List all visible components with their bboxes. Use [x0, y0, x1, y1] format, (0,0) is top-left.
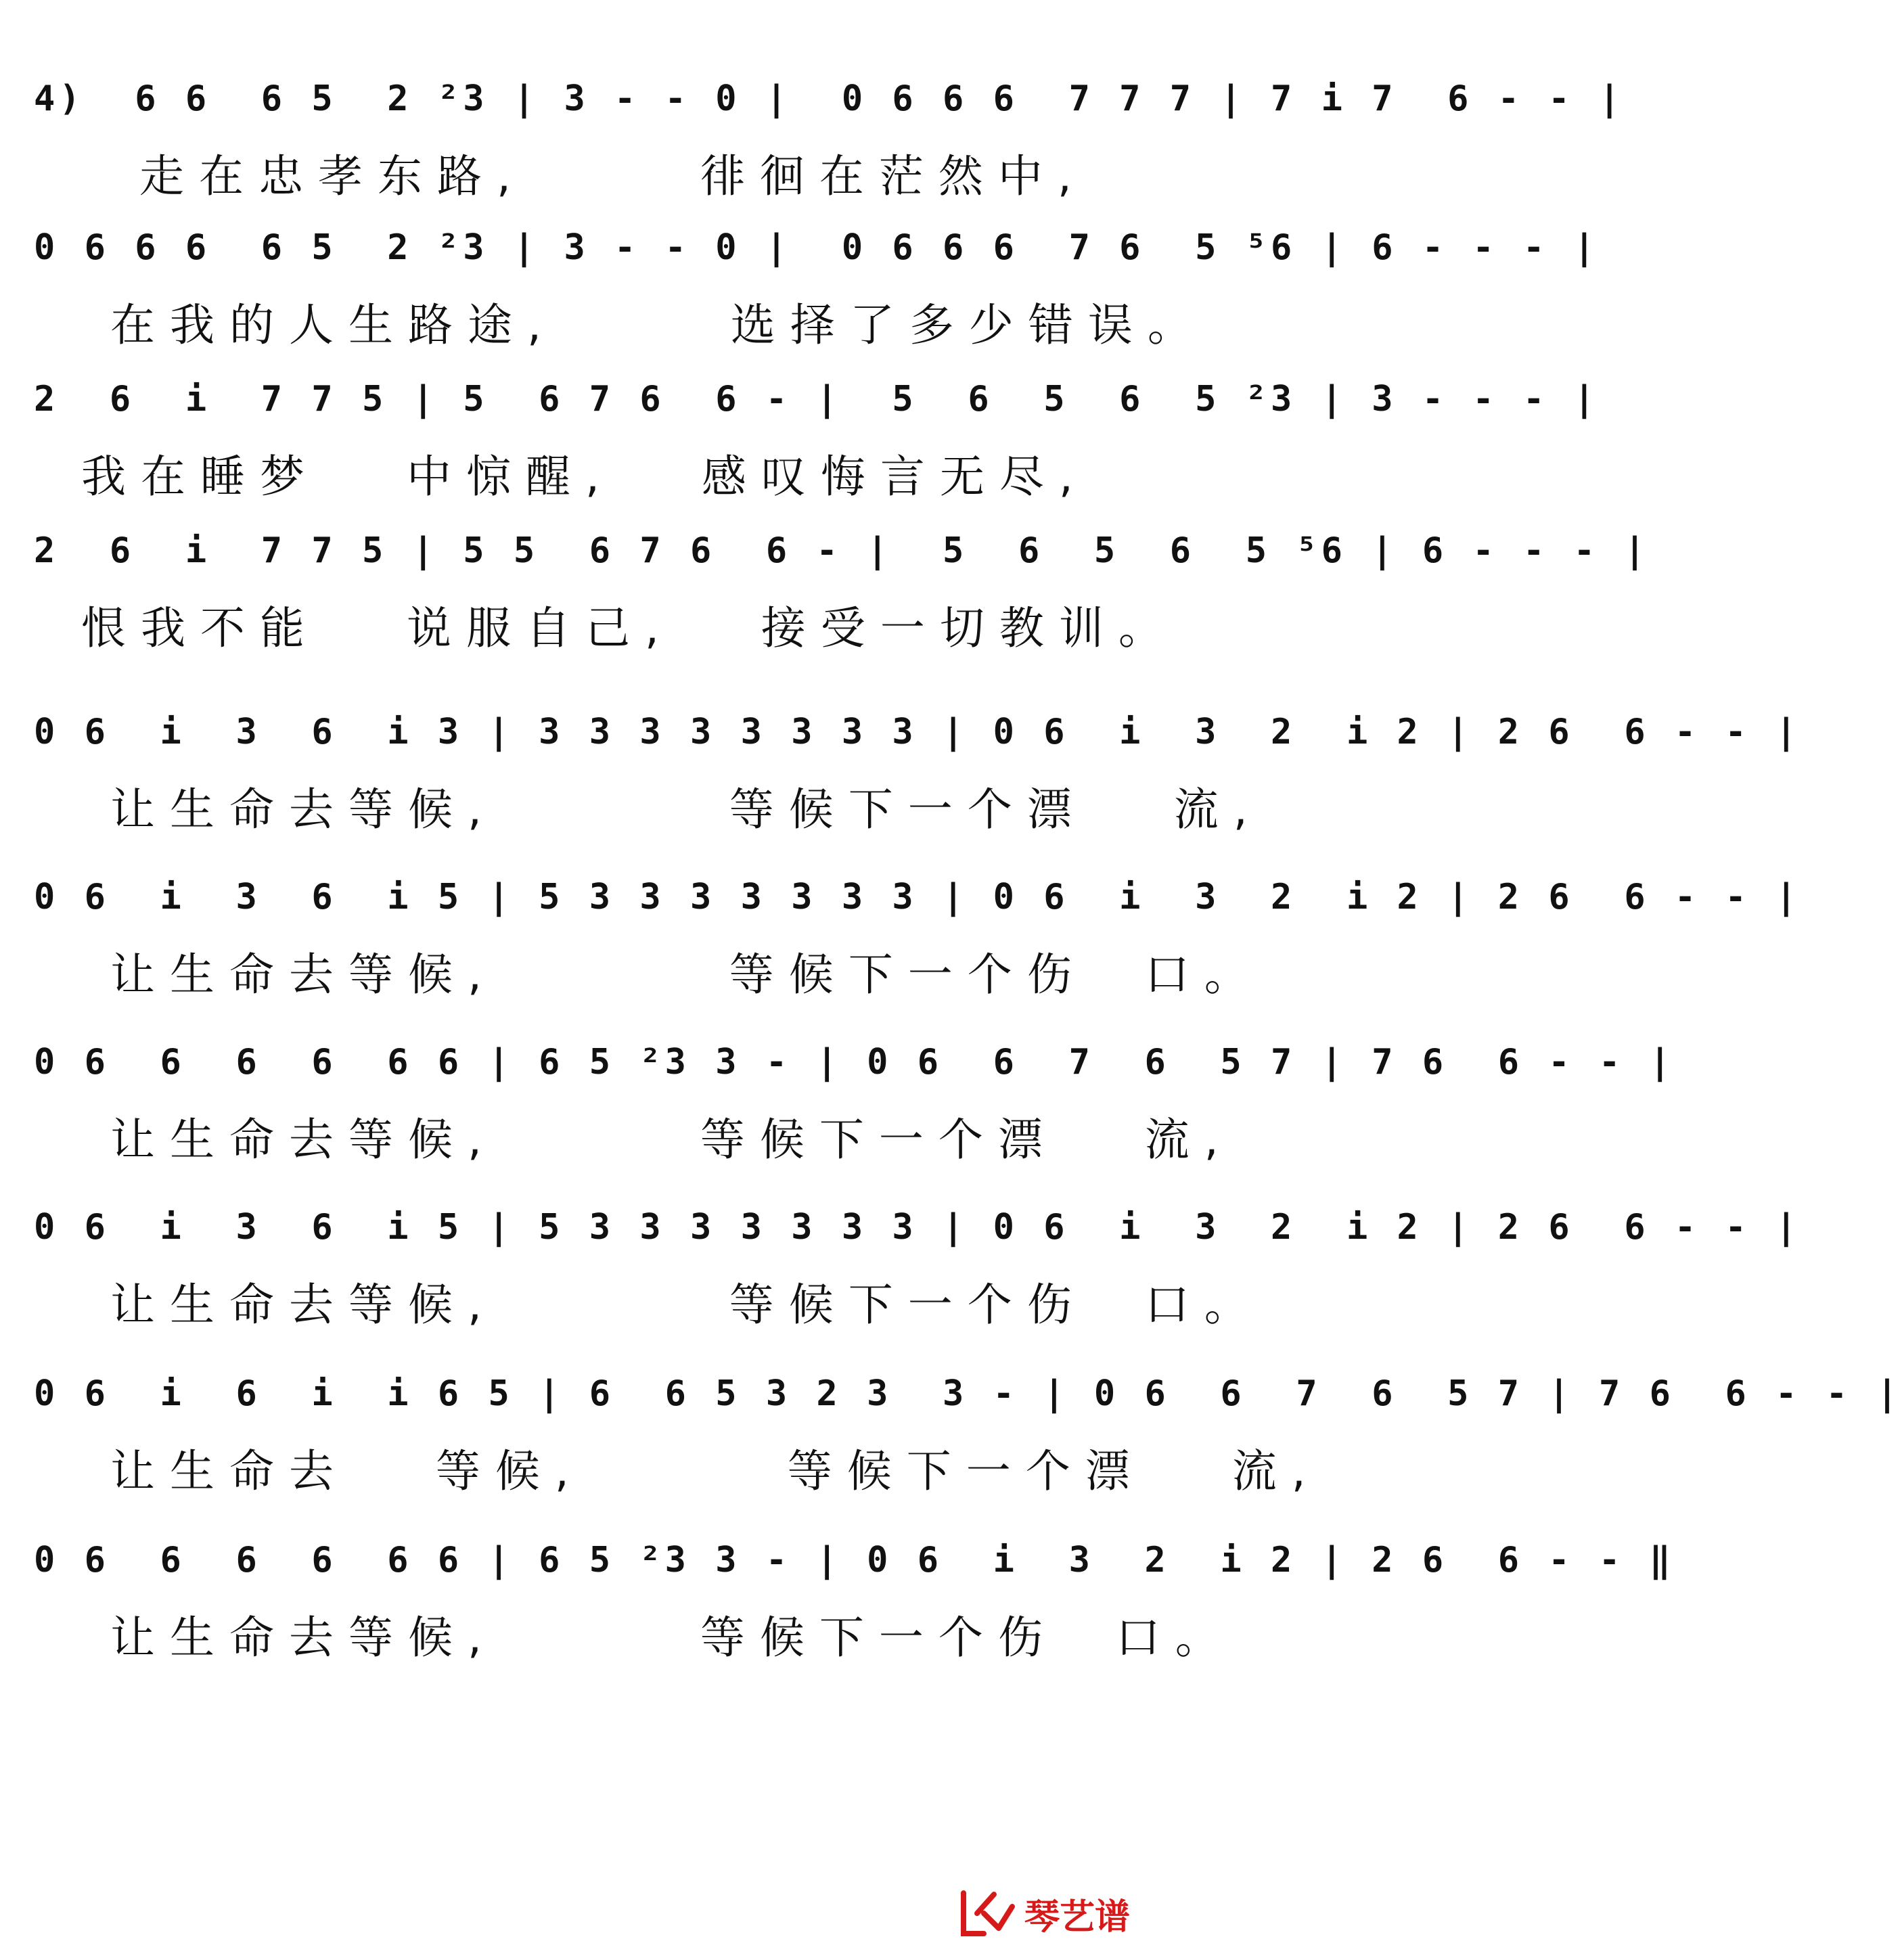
notation-row: 0 6 6 6 6 5 2 ²3 | 3 - - 0 | 0 6 6 6 7 6 5 ⁵6 | 6 - - - |: [34, 227, 1600, 268]
notation-row: 0 6 i 3 6 i 5 | 5 3 3 3 3 3 3 3 | 0 6 i 3 2 i 2 | 2 6 6 - - |: [34, 1207, 1801, 1248]
lyrics-row: 在我的人生路途, 选择了多少错误。: [81, 299, 1207, 351]
lyrics-row: 让生命去等候, 等候下一个伤 口。: [81, 1279, 1264, 1331]
notes-line: [27, 1526, 1675, 1601]
lyrics-row: 让生命去等候, 等候下一个漂 流,: [81, 783, 1263, 836]
score-system-3: [27, 365, 1600, 521]
watermark: [957, 1883, 1160, 1944]
notation-row: 0 6 i 3 6 i 5 | 5 3 3 3 3 3 3 3 | 0 6 i 3 2 i 2 | 2 6 6 - - |: [34, 877, 1801, 917]
score-system-4: [27, 517, 1650, 673]
notes-line: [27, 1360, 1902, 1434]
notation-row: 2 6 i 7 7 5 | 5 6 7 6 6 - | 5 6 5 6 5 ²3 | 3 - - - |: [34, 379, 1600, 419]
notes-line: [27, 698, 1801, 773]
score-system-8: [27, 1193, 1801, 1349]
notes-line: [27, 517, 1650, 591]
score-system-5: [27, 698, 1801, 854]
lyrics-row: 恨我不能 说服自己, 接受一切教训。: [81, 602, 1178, 654]
lyrics-row: 走在忠孝东路, 徘徊在茫然中,: [81, 150, 1087, 202]
notation-row: 0 6 i 3 6 i 3 | 3 3 3 3 3 3 3 3 | 0 6 i 3 2 i 2 | 2 6 6 - - |: [34, 712, 1801, 752]
score-system-2: [27, 214, 1600, 369]
score-system-10: [27, 1526, 1675, 1682]
lyrics-row: 让生命去等候, 等候下一个伤 口。: [81, 1612, 1235, 1664]
lyrics-row: 让生命去等候, 等候下一个漂 流,: [81, 1114, 1233, 1166]
score-system-1: [27, 65, 1625, 221]
lyrics-row: 我在睡梦 中惊醒, 感叹悔言无尽,: [81, 451, 1088, 503]
qinyipu-logo-icon: [957, 1886, 1018, 1940]
notes-line: [27, 65, 1625, 139]
notes-line: [27, 365, 1600, 440]
score-system-7: [27, 1028, 1675, 1184]
notes-line: [27, 214, 1600, 288]
notation-row: 2 6 i 7 7 5 | 5 5 6 7 6 6 - | 5 6 5 6 5 ⁵6 | 6 - - - |: [34, 530, 1650, 571]
notation-row: 0 6 6 6 6 6 6 | 6 5 ²3 3 - | 0 6 i 3 2 i 2 | 2 6 6 - - ‖: [34, 1540, 1675, 1580]
lyrics-row: 让生命去 等候, 等候下一个漂 流,: [81, 1445, 1321, 1497]
lyrics-row: 让生命去等候, 等候下一个伤 口。: [81, 949, 1264, 1001]
watermark-text: 琴艺谱: [1024, 1896, 1131, 1938]
score-system-9: [27, 1360, 1902, 1515]
notes-line: [27, 1193, 1801, 1268]
notes-line: [27, 1028, 1675, 1103]
notation-row: 0 6 6 6 6 6 6 | 6 5 ²3 3 - | 0 6 6 7 6 5 7 | 7 6 6 - - |: [34, 1042, 1675, 1082]
notes-line: [27, 863, 1801, 938]
score-system-6: [27, 863, 1801, 1019]
notation-row: 0 6 i 6 i i 6 5 | 6 6 5 3 2 3 3 - | 0 6 6 7 6 5 7 | 7 6 6 - - |: [34, 1373, 1902, 1414]
notation-row: 4) 6 6 6 5 2 ²3 | 3 - - 0 | 0 6 6 6 7 7 7 | 7 i 7 6 - - |: [34, 78, 1625, 119]
